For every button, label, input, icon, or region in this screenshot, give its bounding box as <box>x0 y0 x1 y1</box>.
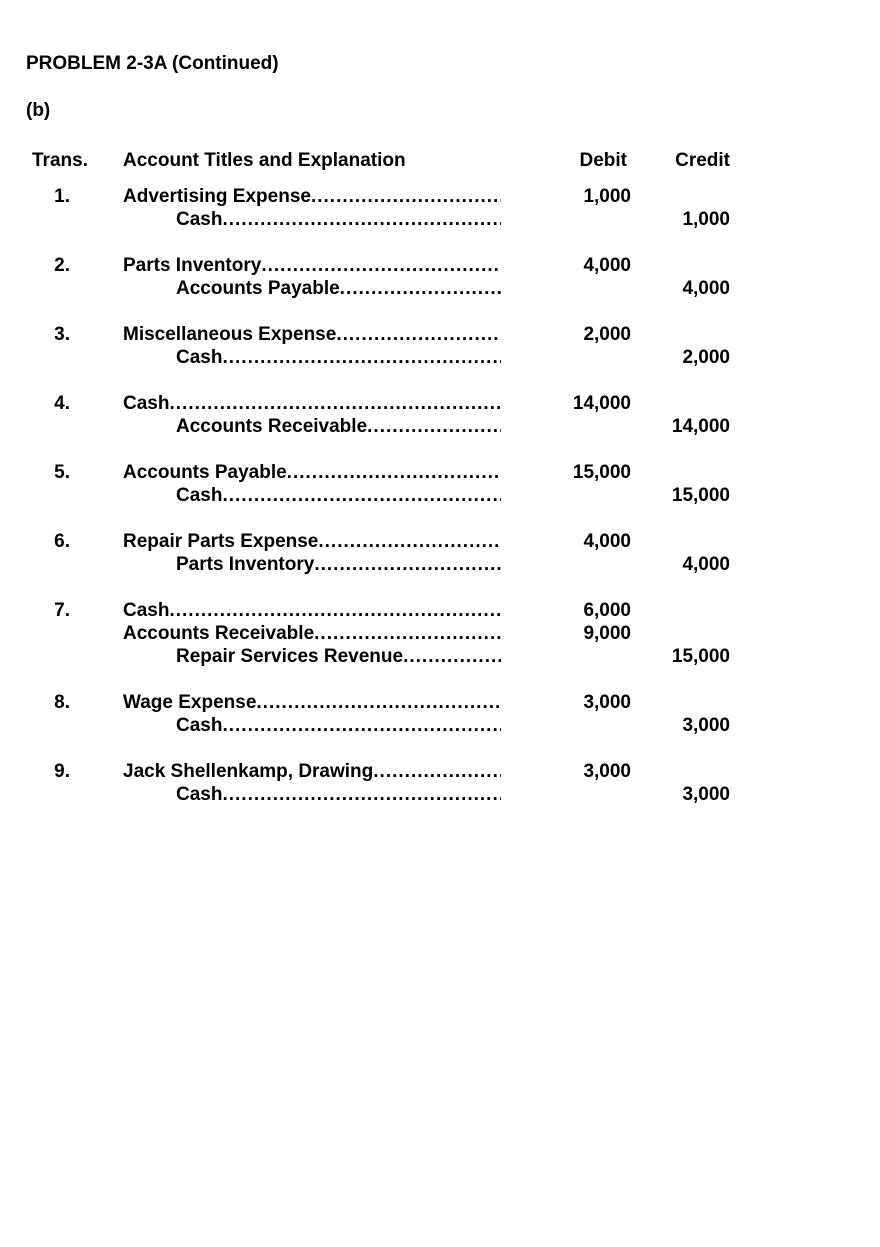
dot-leader <box>314 553 501 576</box>
account-title <box>123 185 501 208</box>
account-name: Accounts Receivable <box>176 416 368 437</box>
account-name: Jack Shellenkamp, Drawing <box>123 761 374 782</box>
journal-entry <box>0 461 880 530</box>
journal-entry <box>0 323 880 392</box>
account-name: Repair Services Revenue <box>176 646 404 667</box>
dot-leader <box>261 254 501 277</box>
account-title <box>123 323 501 346</box>
entry-line <box>0 185 880 208</box>
account-title <box>176 553 501 576</box>
entry-line <box>0 691 880 714</box>
account-title <box>123 622 501 645</box>
account-name: Accounts Payable <box>123 462 287 483</box>
entry-line <box>0 599 880 622</box>
trans-number: 8. <box>54 692 70 713</box>
debit-amount: 6,000 <box>583 600 631 621</box>
debit-amount: 9,000 <box>583 623 631 644</box>
dot-leader <box>340 277 501 300</box>
page-title: PROBLEM 2-3A (Continued) <box>26 53 279 74</box>
credit-amount: 4,000 <box>682 278 730 299</box>
account-title <box>176 415 501 438</box>
entry-line <box>0 783 880 806</box>
account-title <box>176 346 501 369</box>
account-title <box>176 714 501 737</box>
trans-number: 9. <box>54 761 70 782</box>
debit-amount: 4,000 <box>583 255 631 276</box>
account-column-header: Account Titles and Explanation <box>123 150 406 171</box>
trans-number: 3. <box>54 324 70 345</box>
credit-amount: 1,000 <box>682 209 730 230</box>
entry-line <box>0 277 880 300</box>
account-title <box>123 760 501 783</box>
account-title <box>176 783 501 806</box>
entry-line <box>0 323 880 346</box>
account-name: Cash <box>176 715 223 736</box>
account-name: Cash <box>123 393 170 414</box>
dot-leader <box>222 484 501 507</box>
account-name: Wage Expense <box>123 692 257 713</box>
journal-entries <box>0 185 880 829</box>
credit-amount: 14,000 <box>671 416 730 437</box>
journal-entry <box>0 691 880 760</box>
entry-line <box>0 254 880 277</box>
debit-amount: 14,000 <box>572 393 631 414</box>
debit-amount: 2,000 <box>583 324 631 345</box>
entry-line <box>0 645 880 668</box>
dot-leader <box>403 645 501 668</box>
trans-number: 5. <box>54 462 70 483</box>
entry-line <box>0 553 880 576</box>
debit-amount: 3,000 <box>583 761 631 782</box>
credit-amount: 2,000 <box>682 347 730 368</box>
dot-leader <box>287 461 501 484</box>
account-title <box>123 254 501 277</box>
account-name: Cash <box>176 209 223 230</box>
account-name: Cash <box>123 600 170 621</box>
account-name: Cash <box>176 784 223 805</box>
entry-line <box>0 714 880 737</box>
credit-amount: 3,000 <box>682 715 730 736</box>
trans-number: 4. <box>54 393 70 414</box>
account-title <box>123 691 501 714</box>
journal-entry <box>0 760 880 829</box>
account-name: Accounts Receivable <box>123 623 315 644</box>
entry-line <box>0 392 880 415</box>
entry-line <box>0 622 880 645</box>
dot-leader <box>222 714 501 737</box>
account-title <box>123 599 501 622</box>
credit-amount: 15,000 <box>671 485 730 506</box>
dot-leader <box>256 691 501 714</box>
account-title <box>123 461 501 484</box>
journal-header <box>0 149 880 173</box>
part-label: (b) <box>26 100 51 121</box>
trans-number: 6. <box>54 531 70 552</box>
dot-leader <box>169 599 501 622</box>
trans-column-header: Trans. <box>32 150 88 171</box>
dot-leader <box>311 185 501 208</box>
journal-entry <box>0 530 880 599</box>
debit-column-header: Debit <box>579 150 627 171</box>
dot-leader <box>318 530 501 553</box>
dot-leader <box>222 208 501 231</box>
dot-leader <box>373 760 501 783</box>
entry-line <box>0 484 880 507</box>
trans-number: 2. <box>54 255 70 276</box>
account-name: Parts Inventory <box>123 255 262 276</box>
entry-line <box>0 530 880 553</box>
dot-leader <box>222 783 501 806</box>
dot-leader <box>336 323 501 346</box>
trans-number: 7. <box>54 600 70 621</box>
trans-number: 1. <box>54 186 70 207</box>
debit-amount: 3,000 <box>583 692 631 713</box>
account-title <box>123 530 501 553</box>
entry-line <box>0 461 880 484</box>
debit-amount: 15,000 <box>572 462 631 483</box>
credit-column-header: Credit <box>675 150 730 171</box>
account-name: Advertising Expense <box>123 186 311 207</box>
dot-leader <box>222 346 501 369</box>
account-name: Parts Inventory <box>176 554 315 575</box>
account-name: Accounts Payable <box>176 278 340 299</box>
entry-line <box>0 208 880 231</box>
account-name: Cash <box>176 347 223 368</box>
journal-entry <box>0 185 880 254</box>
journal-entry <box>0 599 880 691</box>
account-name: Miscellaneous Expense <box>123 324 337 345</box>
credit-amount: 15,000 <box>671 646 730 667</box>
debit-amount: 4,000 <box>583 531 631 552</box>
credit-amount: 3,000 <box>682 784 730 805</box>
account-title <box>176 208 501 231</box>
account-title <box>123 392 501 415</box>
account-name: Cash <box>176 485 223 506</box>
account-name: Repair Parts Expense <box>123 531 319 552</box>
entry-line <box>0 346 880 369</box>
account-title <box>176 277 501 300</box>
dot-leader <box>314 622 501 645</box>
entry-line <box>0 760 880 783</box>
account-title <box>176 484 501 507</box>
debit-amount: 1,000 <box>583 186 631 207</box>
account-title <box>176 645 501 668</box>
dot-leader <box>169 392 501 415</box>
journal-entry <box>0 254 880 323</box>
credit-amount: 4,000 <box>682 554 730 575</box>
journal-entry <box>0 392 880 461</box>
entry-line <box>0 415 880 438</box>
dot-leader <box>367 415 501 438</box>
